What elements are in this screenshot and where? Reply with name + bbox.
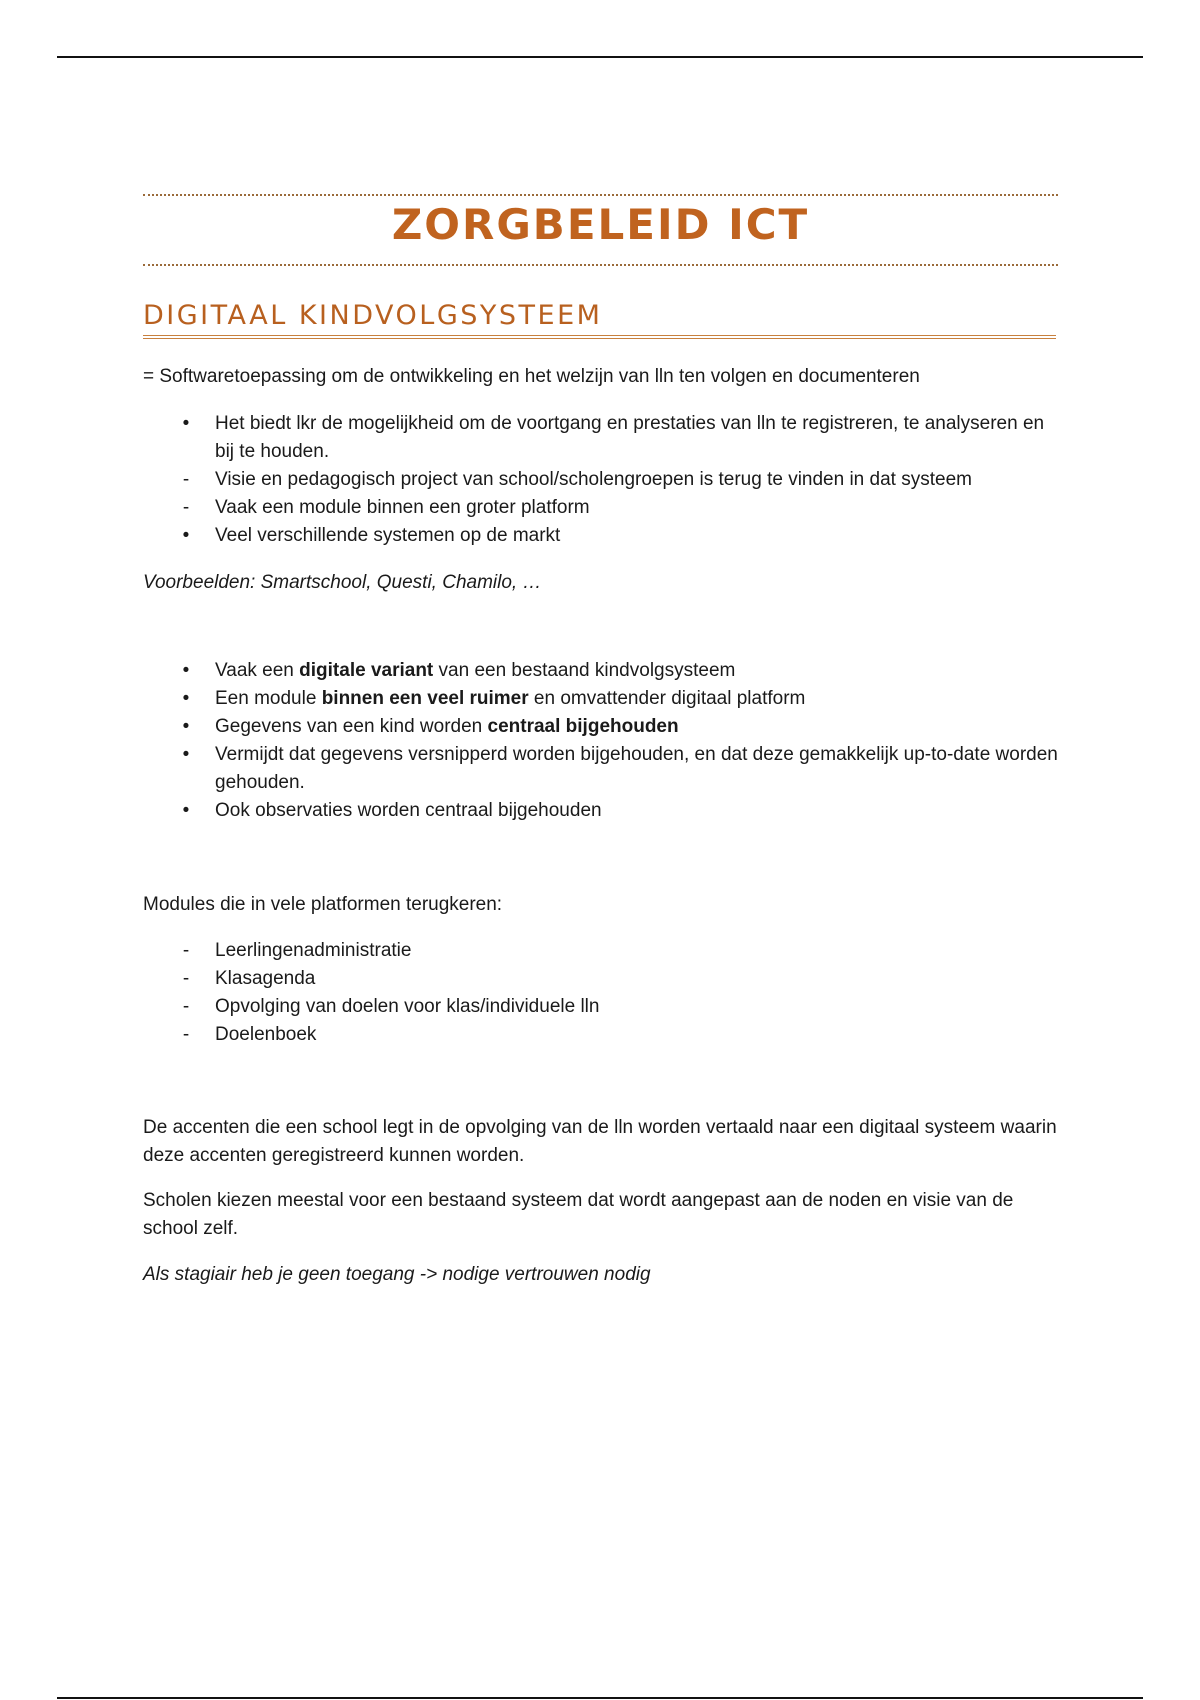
paragraph-scholen: Scholen kiezen meestal voor een bestaand systeem dat wordt aangepast aan de noden en visie van de school zelf. [143, 1190, 1014, 1239]
stagiair-note: Als stagiair heb je geen toegang -> nodige vertrouwen nodig [143, 1264, 651, 1285]
dash-marker: - [182, 940, 190, 961]
dash-marker: - [182, 968, 190, 989]
section-heading: DIGITAAL KINDVOLGSYSTEEM [143, 300, 1056, 339]
digital-features-list [143, 657, 1058, 825]
list-item: • Gegevens van een kind worden centraal bijgehouden [143, 713, 1058, 741]
list-item: - Klasagenda [143, 965, 1058, 993]
list-item: • Vermijdt dat gegevens versnipperd worden bijgehouden, en dat deze gemakkelijk up-to-date worden gehouden. [143, 741, 1058, 797]
footer-rule [57, 1697, 1143, 1699]
document-title: ZORGBELEID ICT [391, 200, 810, 249]
modules-list [143, 937, 1058, 1049]
list-item: • Vaak een digitale variant van een bestaand kindvolgsysteem [143, 657, 1058, 685]
dash-marker: - [182, 996, 190, 1017]
header-rule [57, 56, 1143, 58]
bullet-marker: • [182, 525, 190, 546]
list-item: - Doelenboek [143, 1021, 1058, 1049]
list-item: • Ook observaties worden centraal bijgehouden [143, 797, 1058, 825]
title-box [143, 194, 1058, 266]
list-item: - Visie en pedagogisch project van school/scholengroepen is terug te vinden in dat systeem [143, 466, 1058, 494]
dash-marker: - [182, 497, 190, 518]
bullet-marker: • [182, 716, 190, 737]
modules-intro: Modules die in vele platformen terugkeren: [143, 894, 503, 915]
list-item: • Veel verschillende systemen op de markt [143, 522, 1058, 550]
bullet-marker: • [182, 744, 190, 765]
paragraph-accenten: De accenten die een school legt in de opvolging van de lln worden vertaald naar een digitaal systeem waarin deze accenten geregistreerd kunnen worden. [143, 1117, 1057, 1166]
list-item: - Opvolging van doelen voor klas/individuele lln [143, 993, 1058, 1021]
bullet-marker: • [182, 688, 190, 709]
list-item: • Een module binnen een veel ruimer en omvattender digitaal platform [143, 685, 1058, 713]
examples-text: Voorbeelden: Smartschool, Questi, Chamilo, … [143, 572, 542, 593]
list-item: - Leerlingenadministratie [143, 937, 1058, 965]
bullet-marker: • [182, 660, 190, 681]
definition-text: = Softwaretoepassing om de ontwikkeling en het welzijn van lln ten volgen en documenteren [143, 366, 920, 387]
bullet-marker: • [182, 413, 190, 434]
dash-marker: - [182, 469, 190, 490]
bullet-marker: • [182, 800, 190, 821]
list-item: - Vaak een module binnen een groter platform [143, 494, 1058, 522]
dash-marker: - [182, 1024, 190, 1045]
list-item: • Het biedt lkr de mogelijkheid om de voortgang en prestaties van lln te registreren, te analyseren en bij te houden. [143, 410, 1058, 466]
feature-list [143, 410, 1058, 550]
